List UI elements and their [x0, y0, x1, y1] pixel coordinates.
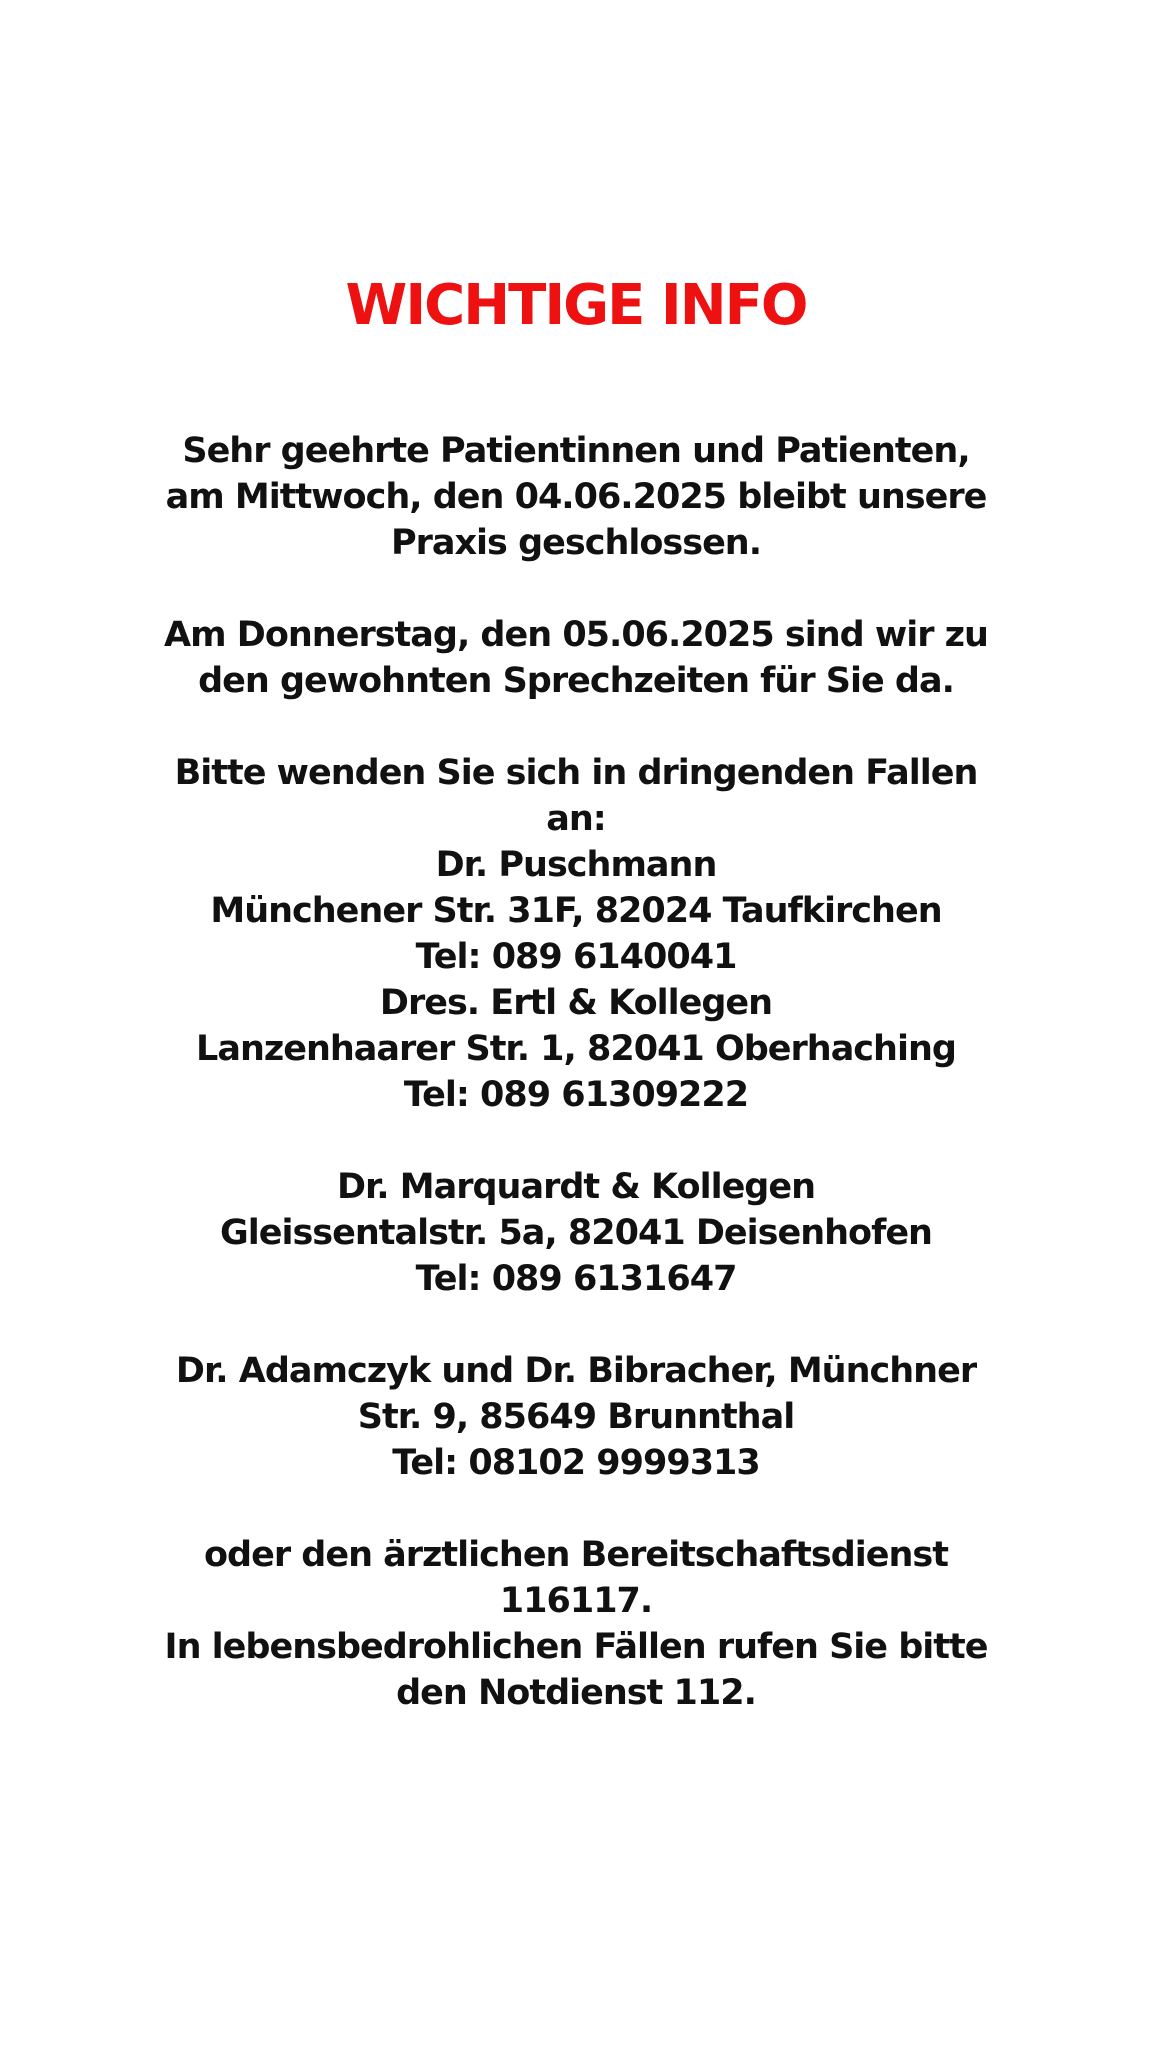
closing-line: den Notdienst 112.: [396, 1673, 756, 1713]
contact-name: Dr. Adamczyk und Dr. Bibracher, Münchner: [175, 1351, 977, 1391]
reopening-line: Am Donnerstag, den 05.06.2025 sind wir zu: [164, 615, 988, 655]
paragraph-gap: [120, 1486, 1032, 1532]
closing-line: oder den ärztlichen Bereitschaftsdienst: [204, 1535, 948, 1575]
contact-address: Lanzenhaarer Str. 1, 82041 Oberhaching: [196, 1029, 956, 1069]
paragraph-gap: [120, 704, 1032, 750]
contact-phone: Tel: 08102 9999313: [392, 1443, 760, 1483]
paragraph-gap: [120, 566, 1032, 612]
greeting-line: Praxis geschlossen.: [390, 523, 762, 563]
urgent-intro-line: Bitte wenden Sie sich in dringenden Fallen: [174, 753, 978, 793]
contact-name: Dr. Marquardt & Kollegen: [336, 1167, 816, 1207]
reopening-line: den gewohnten Sprechzeiten für Sie da.: [198, 661, 954, 701]
contact-phone: Tel: 089 6131647: [415, 1259, 737, 1299]
paragraph-gap: [120, 1302, 1032, 1348]
paragraph-gap: [120, 1118, 1032, 1164]
contact-address: Gleissentalstr. 5a, 82041 Deisenhofen: [220, 1213, 932, 1253]
closing-line: In lebensbedrohlichen Fällen rufen Sie bitte: [164, 1627, 988, 1667]
greeting-line: Sehr geehrte Patientinnen und Patienten,: [182, 431, 970, 471]
urgent-intro-line: an:: [546, 799, 606, 839]
contact-name: Dr. Puschmann: [435, 845, 717, 885]
notice-title: WICHTIGE INFO: [345, 273, 807, 338]
notice-body: [120, 428, 1032, 1716]
contact-address: Str. 9, 85649 Brunnthal: [357, 1397, 795, 1437]
greeting-line: am Mittwoch, den 04.06.2025 bleibt unsere: [165, 477, 987, 517]
contact-phone: Tel: 089 61309222: [403, 1075, 749, 1115]
contact-phone: Tel: 089 6140041: [415, 937, 737, 977]
contact-address: Münchener Str. 31F, 82024 Taufkirchen: [210, 891, 942, 931]
closing-line: 116117.: [499, 1581, 653, 1621]
contact-name: Dres. Ertl & Kollegen: [379, 983, 773, 1023]
